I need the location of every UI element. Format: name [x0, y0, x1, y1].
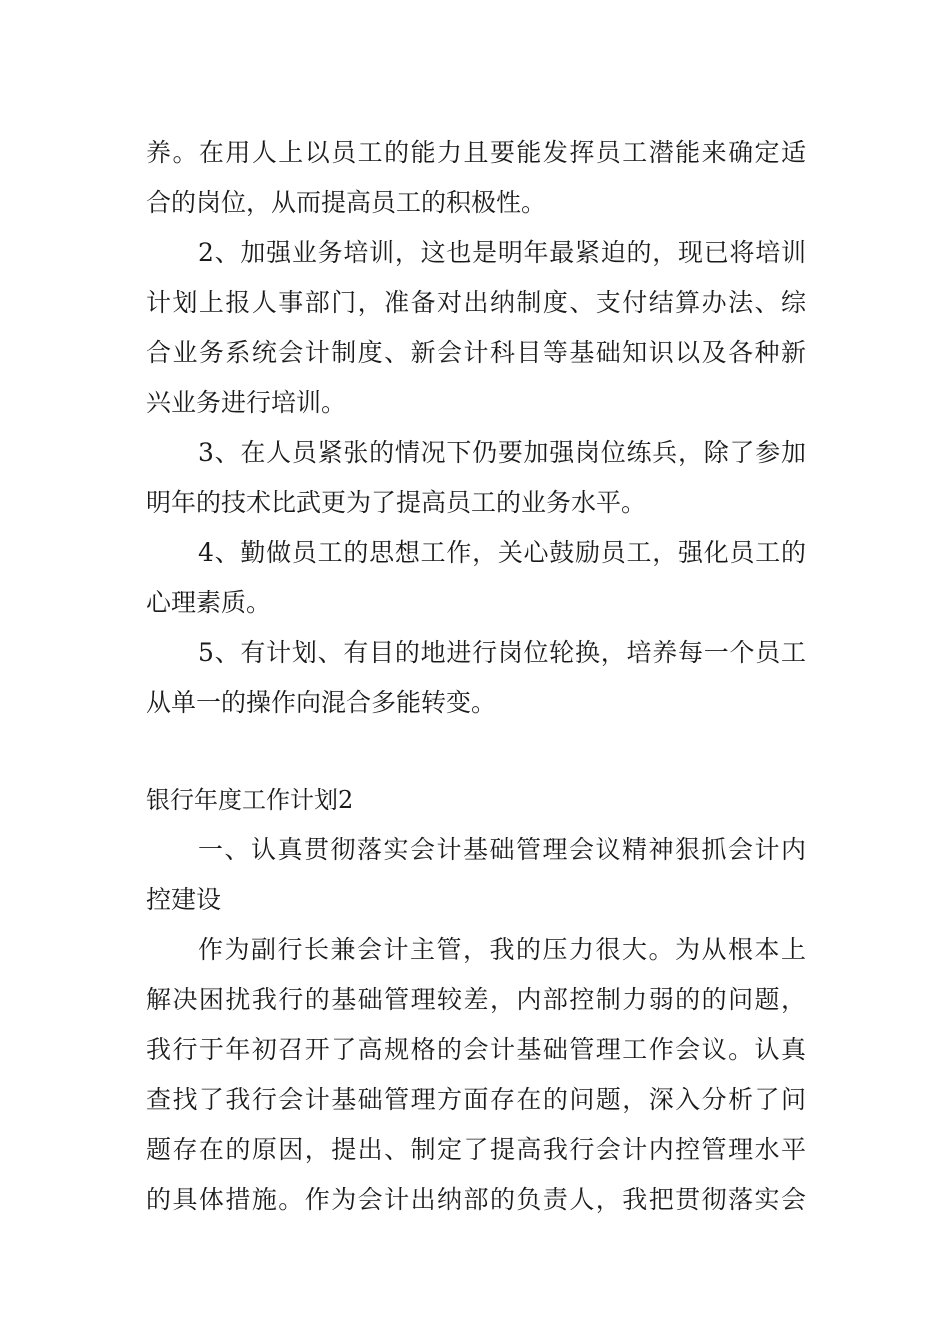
paragraph-line: 我行于年初召开了高规格的会计基础管理工作会议。认真 [146, 1035, 806, 1064]
paragraph-line: 兴业务进行培训。 [146, 388, 347, 417]
paragraph-line: 合业务系统会计制度、新会计科目等基础知识以及各种新 [146, 338, 806, 367]
paragraph-line: 3、在人员紧张的情况下仍要加强岗位练兵，除了参加 [198, 438, 806, 467]
section-title: 银行年度工作计划2 [146, 786, 354, 814]
paragraph-line: 养。在用人上以员工的能力且要能发挥员工潜能来确定适 [146, 138, 806, 167]
paragraph-line: 的具体措施。作为会计出纳部的负责人，我把贯彻落实会 [146, 1185, 806, 1214]
paragraph-line: 2、加强业务培训，这也是明年最紧迫的，现已将培训 [198, 238, 806, 267]
paragraph-line: 查找了我行会计基础管理方面存在的问题，深入分析了问 [146, 1085, 806, 1114]
paragraph-line: 明年的技术比武更为了提高员工的业务水平。 [146, 488, 647, 517]
paragraph-line: 心理素质。 [146, 588, 272, 617]
paragraph-line: 合的岗位，从而提高员工的积极性。 [146, 188, 547, 217]
paragraph-line: 5、有计划、有目的地进行岗位轮换，培养每一个员工 [198, 638, 806, 667]
paragraph-line: 4、勤做员工的思想工作，关心鼓励员工，强化员工的 [198, 538, 806, 567]
heading-line: 控建设 [146, 885, 222, 914]
paragraph-line: 从单一的操作向混合多能转变。 [146, 688, 497, 717]
paragraph-line: 解决困扰我行的基础管理较差，内部控制力弱的的问题， [146, 985, 806, 1014]
heading-line: 一、认真贯彻落实会计基础管理会议精神狠抓会计内 [198, 835, 806, 864]
paragraph-line: 计划上报人事部门，准备对出纳制度、支付结算办法、综 [146, 288, 806, 317]
paragraph-line: 作为副行长兼会计主管，我的压力很大。为从根本上 [198, 935, 806, 964]
paragraph-line: 题存在的原因，提出、制定了提高我行会计内控管理水平 [146, 1135, 806, 1164]
